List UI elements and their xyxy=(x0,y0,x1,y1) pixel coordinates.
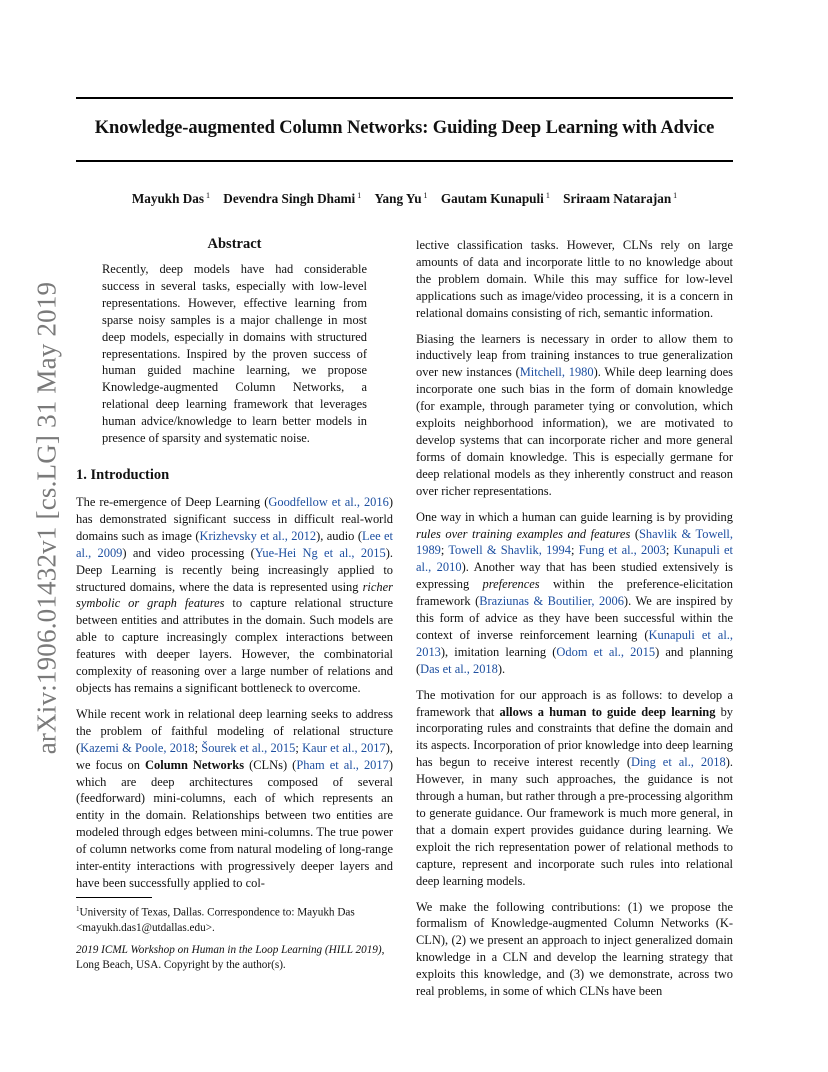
citation-link[interactable]: Braziunas & Boutilier, 2006 xyxy=(479,594,624,609)
left-column-body xyxy=(76,494,393,892)
citation-link[interactable]: Odom et al., 2015 xyxy=(556,644,656,659)
citation-link[interactable]: Mitchell, 1980 xyxy=(519,365,594,380)
abstract-heading: Abstract xyxy=(207,236,262,252)
citation-link[interactable]: Kaur et al., 2017 xyxy=(302,740,386,755)
citation-link[interactable]: Kunapuli et al., 2010 xyxy=(416,543,733,575)
citation-link[interactable]: Krizhevsky et al., 2012 xyxy=(199,528,317,543)
author-list xyxy=(76,191,733,207)
citation-link[interactable]: Shavlik & Towell, 1989 xyxy=(416,526,733,558)
citation-link[interactable]: Kazemi & Poole, 2018 xyxy=(80,740,195,755)
citation-link[interactable]: Fung et al., 2003 xyxy=(578,543,666,558)
citation-link[interactable]: Towell & Shavlik, 1994 xyxy=(448,543,571,558)
title-rule-top xyxy=(76,97,733,99)
abstract-text: Recently, deep models have had considerable success in several tasks, especially with low-level representations. However, effective learning from sparse noisy samples is a major challenge in most deep models, especially in domains with structured representations. Inspired by the proven success of human guided machine learning, we propose Knowledge-augmented Column Networks, a relational deep learning framework that leverages human advice/knowledge to learn better models in presence of sparsity and systematic noise. xyxy=(102,262,367,446)
right-paragraph-3: The motivation for our approach is as follows: to develop a framework that allows a human to guide deep learning by incorporating rules and constraints that define the domain and its aspects. Incorporation of prior knowledge into deep learning has begun to receive interest recently (Ding et al., 2018). However, in many such approaches, the guidance is not through a human, but rather through a pre-processing algorithm to generate guidance. Our framework is much more general, in that a domain expert provides guidance during learning. We exploit the rich representation power of relational methods to capture, represent and incorporate such rules into relational deep learning models. xyxy=(416,687,733,888)
right-paragraph-2: One way in which a human can guide learning is by providing rules over training examples and features (Shavlik & Towell, 1989; Towell & Shavlik, 1994; Fung et al., 2003; Kunapuli et al., 2010). Another way that has been studied extensively is expressing preferences within the preference-elicitation framework (Braziunas & Boutilier, 2006). We are inspired by this form of advice as they have been successful within the context of inverse reinforcement learning (Kunapuli et al., 2013), imitation learning (Odom et al., 2015) and planning (Das et al., 2018). xyxy=(416,509,734,676)
right-column-body xyxy=(416,237,733,1000)
paper-title: Knowledge-augmented Column Networks: Guiding Deep Learning with Advice xyxy=(94,118,715,138)
citation-link[interactable]: Yue-Hei Ng et al., 2015 xyxy=(254,545,386,560)
citation-link[interactable]: Pham et al., 2017 xyxy=(296,757,389,772)
author: Yang Yu $^1$ xyxy=(374,191,428,207)
right-paragraph-1: Biasing the learners is necessary in order to allow them to inductively leap from training instances to true generalization over new instances (Mitchell, 1980). While deep learning does incorporate one such bias in the form of domain knowledge (for example, through parameter tying or convolution, which exploits neighborhood information), we are motivated to develop systems that can incorporate richer and more general forms of domain knowledge. This is especially germane for deep relational models as they inherently construct and reason over richer representations. xyxy=(416,331,733,498)
author: Mayukh Das $^1$ xyxy=(131,191,210,207)
intro-paragraph-2: While recent work in relational deep learning seeks to address the problem of faithful modeling of relational structure (Kazemi & Poole, 2018; Šourek et al., 2015; Kaur et al., 2017), we focus on Column Networks (CLNs) (Pham et al., 2017) which are deep architectures composed of several (feedforward) mini-columns, each of which represents an entity in the domain. Relationships between two entities are modeled through edges between mini-columns. The true power of column networks come from natural modeling of long-range inter-entity interactions with progressively deeper layers and have been successfully applied to col- xyxy=(76,706,393,890)
intro-paragraph-1: The re-emergence of Deep Learning (Goodfellow et al., 2016) has demonstrated significant success in difficult real-world domains such as image (Krizhevsky et al., 2012), audio (Lee et al., 2009) and video processing (Yue-Hei Ng et al., 2015). Deep Learning is recently being increasingly applied to structured domains, where the data is represented using richer symbolic or graph features to capture relational structure between entities and attributes in the domain. Such models are able to capture increasingly complex interactions between features with deeper layers. However, the combinatorial complexity of reasoning over a large number of relations and objects has remains a significant bottleneck to overcome. xyxy=(76,495,394,695)
affiliation-footnote: $^1$University of Texas, Dallas. Correspondence to: Mayukh Das <mayukh.das1@utdallas.edu>. xyxy=(76,905,355,934)
author: Devendra Singh Dhami $^1$ xyxy=(223,191,362,207)
workshop-note: 2019 ICML Workshop on Human in the Loop Learning (HILL 2019), Long Beach, USA. Copyright by the author(s). xyxy=(76,944,385,971)
citation-link[interactable]: Das et al., 2018 xyxy=(420,661,498,676)
author: Sriraam Natarajan $^1$ xyxy=(563,191,678,207)
citation-link[interactable]: Lee et al., 2009 xyxy=(76,528,393,560)
citation-link[interactable]: Kunapuli et al., 2013 xyxy=(416,627,733,659)
footnote-rule xyxy=(76,897,152,898)
section-heading-introduction: 1. Introduction xyxy=(76,467,170,483)
citation-link[interactable]: Ding et al., 2018 xyxy=(630,755,726,770)
author: Gautam Kunapuli $^1$ xyxy=(440,191,550,207)
right-paragraph-0: lective classification tasks. However, CLNs rely on large amounts of data and incorporate little to no knowledge about the problem domain. While this may suffice for low-level applications such as image/video processing, it is a concern in relational domains consisting of rich, semantic information. xyxy=(416,238,733,320)
citation-link[interactable]: Goodfellow et al., 2016 xyxy=(268,495,389,509)
citation-link[interactable]: Šourek et al., 2015 xyxy=(201,740,296,755)
title-rule-bottom xyxy=(76,160,733,162)
right-paragraph-4: We make the following contributions: (1) we propose the formalism of Knowledge-augmented Column Networks (K-CLN), (2) we present an approach to inject generalized domain knowledge in a CLN and develop the learning strategy that exploits this knowledge, and (3) we demonstrate, across two real problems, in some of which CLNs have been xyxy=(416,899,733,999)
